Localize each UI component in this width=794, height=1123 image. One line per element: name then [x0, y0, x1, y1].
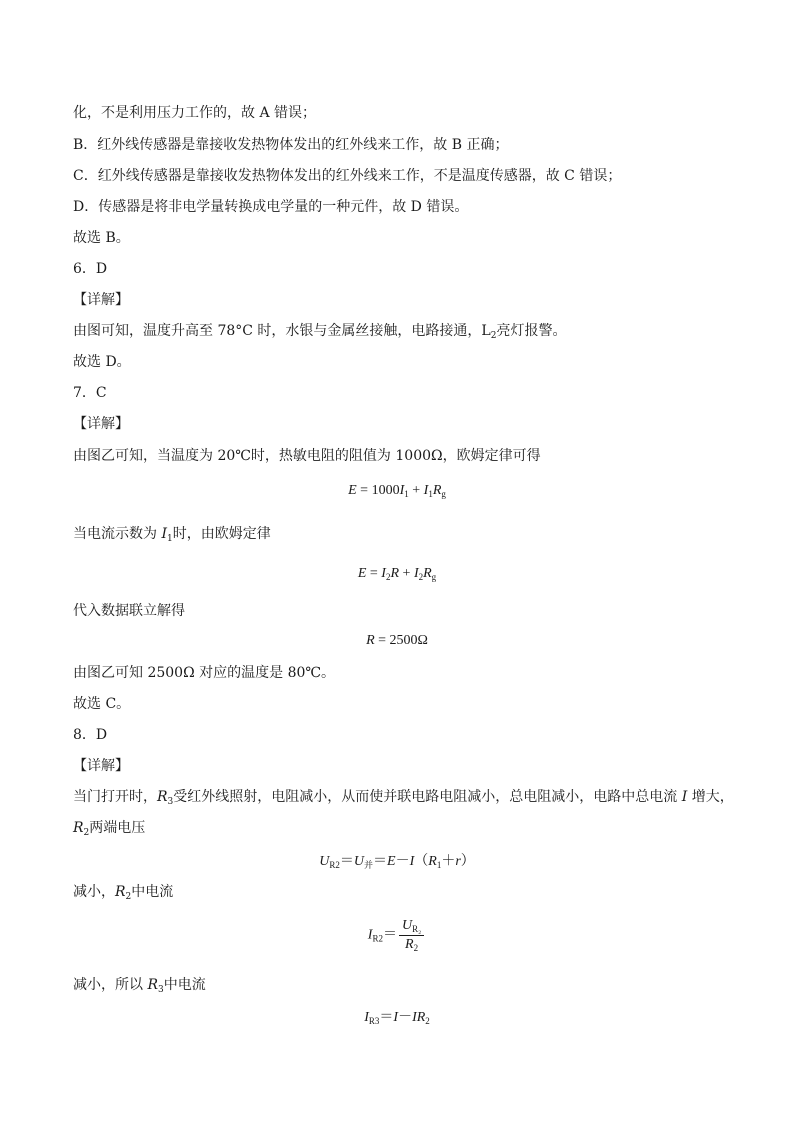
question-8-explanation-1: 当门打开时，$R_3$受红外线照射，电阻减小，从而使并联电路电阻减小，总电阻减小，电路中总电流 I 增大， [73, 789, 734, 807]
formula-3: R = 2500Ω [366, 633, 428, 648]
answer-select-5: 故选 B。 [73, 230, 130, 246]
formula-5: $I_{R2}=$ $\frac{U_{R_2}}{R_2}$ [0, 918, 794, 962]
question-8-explanation-2: $R_2$两端电压 [73, 820, 146, 838]
option-d-explanation: D．传感器是将非电学量转换成电学量的一种元件，故 D 错误。 [73, 199, 469, 215]
formula-1: $E = 1000I_1 + I_1R_g$ [348, 483, 446, 499]
formula-2: $E = I_2R + I_2R_g$ [357, 566, 437, 582]
question-8-answer: 8．D [73, 727, 108, 743]
question-7-answer: 7．C [73, 385, 107, 401]
option-b-explanation: B．红外线传感器是靠接收发热物体发出的红外线来工作，故 B 正确； [73, 137, 509, 153]
option-c-explanation: C．红外线传感器是靠接收发热物体发出的红外线来工作，不是温度传感器，故 C 错误； [73, 168, 622, 184]
text-line-1: 化，不是利用压力工作的，故 A 错误； [73, 105, 317, 121]
detail-heading-6: 【详解】 [73, 292, 129, 308]
question-6-answer: 6．D [73, 261, 108, 277]
question-7-explanation-1: 由图乙可知，当温度为 20℃时，热敏电阻的阻值为 1000Ω，欧姆定律可得 [73, 448, 541, 464]
answer-select-6: 故选 D。 [73, 354, 131, 370]
question-7-explanation-3: 代入数据联立解得 [73, 603, 185, 619]
formula-4: $U_{R2}=U_并=E-I(R_1+r)$ [319, 854, 475, 870]
question-8-explanation-4: 减小，所以 $R_3$中电流 [73, 977, 206, 995]
fraction: $\frac{U_{R_2}}{R_2}$ [399, 918, 424, 953]
answer-select-7: 故选 C。 [73, 696, 131, 712]
question-7-explanation-4: 由图乙可知 2500Ω 对应的温度是 80℃。 [73, 665, 336, 681]
question-7-explanation-2: 当电流示数为 $I_1$时，由欧姆定律 [73, 526, 271, 544]
detail-heading-7: 【详解】 [73, 416, 129, 432]
detail-heading-8: 【详解】 [73, 758, 129, 774]
question-8-explanation-3: 减小，$R_2$中电流 [73, 884, 174, 902]
question-6-explanation: 由图可知，温度升高至 78°C 时，水银与金属丝接触，电路接通，$L_2$亮灯报警。 [73, 323, 567, 341]
formula-6: $I_{R3}=I-IR_2$ [364, 1010, 430, 1026]
